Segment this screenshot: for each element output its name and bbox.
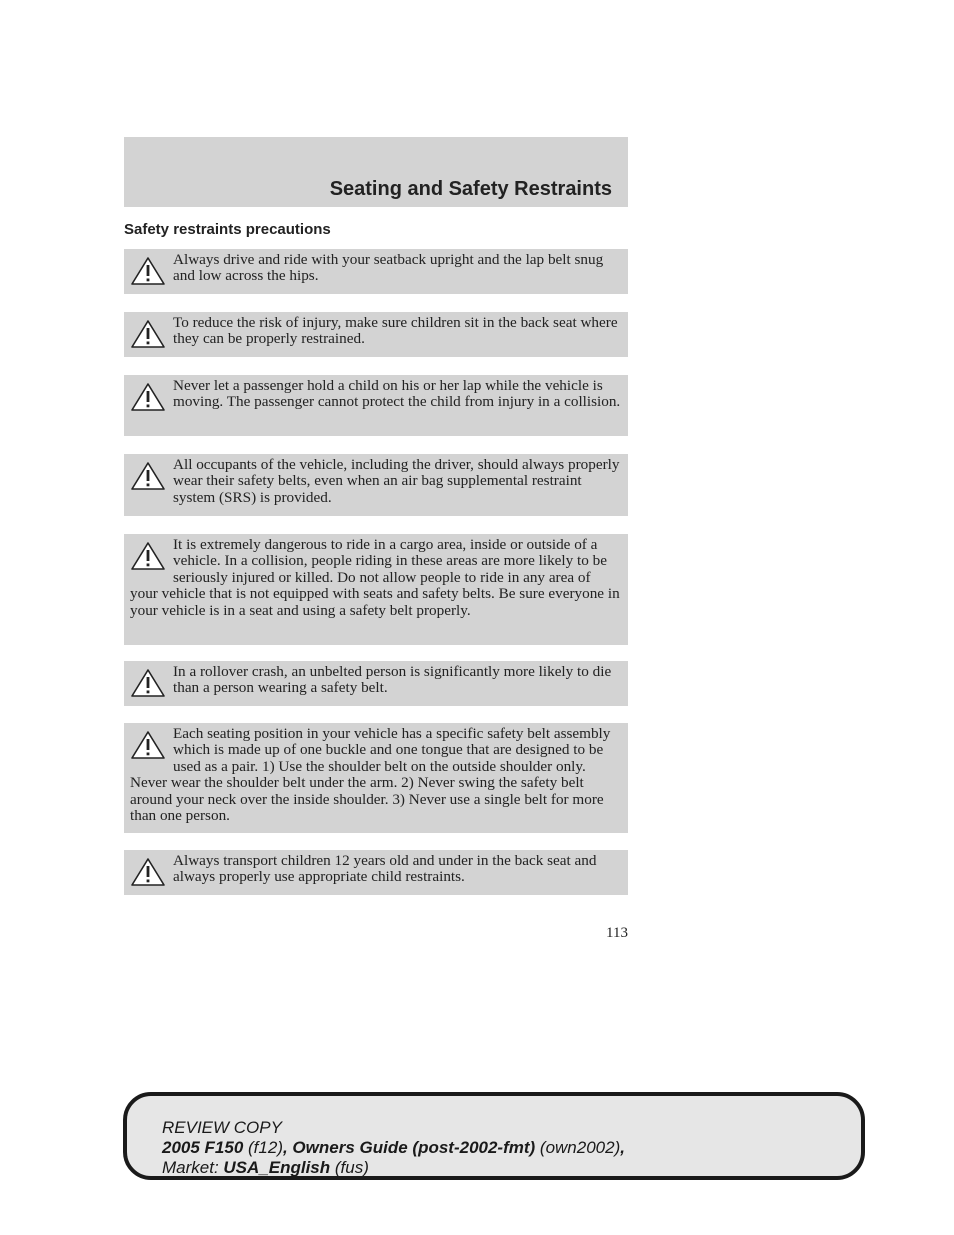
warning-text: Always drive and ride with your seatback upright and the lap belt snug and low across the hips. bbox=[173, 251, 604, 285]
warning-triangle-icon bbox=[130, 461, 166, 491]
warning-text: It is extremely dangerous to ride in a cargo area, inside or outside of a vehicle. In a collision, people riding in these areas are more likely to be seriously injured or killed. Do not allow people to ride in any area of your vehicle that is not equipped with seats and safety belts. Be sure everyone in your vehicle is in a seat and using a safety belt properly. bbox=[130, 536, 620, 619]
warning-triangle-icon bbox=[130, 730, 166, 760]
guide-name: , Owners Guide (post-2002-fmt) bbox=[282, 1138, 536, 1157]
market-label: Market: bbox=[162, 1158, 224, 1177]
warning-triangle-icon bbox=[130, 668, 166, 698]
warning-triangle-icon bbox=[130, 319, 166, 349]
line-comma: , bbox=[620, 1138, 625, 1157]
warning-box bbox=[124, 661, 628, 706]
warning-triangle-icon bbox=[130, 541, 166, 571]
warning-triangle-icon bbox=[130, 256, 166, 286]
warning-text: Each seating position in your vehicle has a specific safety belt assembly which is made up of one buckle and one tongue that are designed to be used as a pair. 1) Use the shoulder belt on the outside shoulder only. Never wear the shoulder belt under the arm. 2) Never swing the safety belt around your neck over the inside shoulder. 3) Never use a single belt for more than one person. bbox=[130, 725, 611, 825]
warning-box bbox=[124, 375, 628, 436]
warning-box bbox=[124, 850, 628, 895]
review-label: REVIEW COPY bbox=[162, 1118, 282, 1137]
warning-text: Always transport children 12 years old and under in the back seat and always properly use appropriate child restraints. bbox=[173, 852, 597, 886]
header-band bbox=[124, 137, 628, 207]
warning-text: In a rollover crash, an unbelted person is significantly more likely to die than a person wearing a safety belt. bbox=[173, 663, 612, 697]
market-name: USA_English bbox=[223, 1158, 331, 1177]
warning-box bbox=[124, 249, 628, 294]
warning-box bbox=[124, 454, 628, 516]
warning-text: To reduce the risk of injury, make sure children sit in the back seat where they can be properly restrained. bbox=[173, 314, 618, 348]
warning-text: Never let a passenger hold a child on his or her lap while the vehicle is moving. The passenger cannot protect the child from injury in a collision. bbox=[173, 377, 621, 411]
warning-box bbox=[124, 312, 628, 357]
warning-triangle-icon bbox=[130, 857, 166, 887]
model-code: (f12) bbox=[243, 1138, 283, 1157]
warning-text: All occupants of the vehicle, including the driver, should always properly wear their safety belts, even when an air bag supplemental restraint system (SRS) is provided. bbox=[173, 456, 620, 506]
guide-code: (own2002) bbox=[535, 1138, 621, 1157]
section-heading: Safety restraints precautions bbox=[124, 221, 331, 238]
review-copy-text bbox=[162, 1118, 625, 1178]
page-number: 113 bbox=[606, 925, 628, 941]
warning-triangle-icon bbox=[130, 382, 166, 412]
warning-box bbox=[124, 534, 628, 645]
market-code: (fus) bbox=[330, 1158, 369, 1177]
page-title: Seating and Safety Restraints bbox=[329, 178, 612, 200]
warning-box bbox=[124, 723, 628, 833]
model-name: 2005 F150 bbox=[162, 1138, 244, 1157]
